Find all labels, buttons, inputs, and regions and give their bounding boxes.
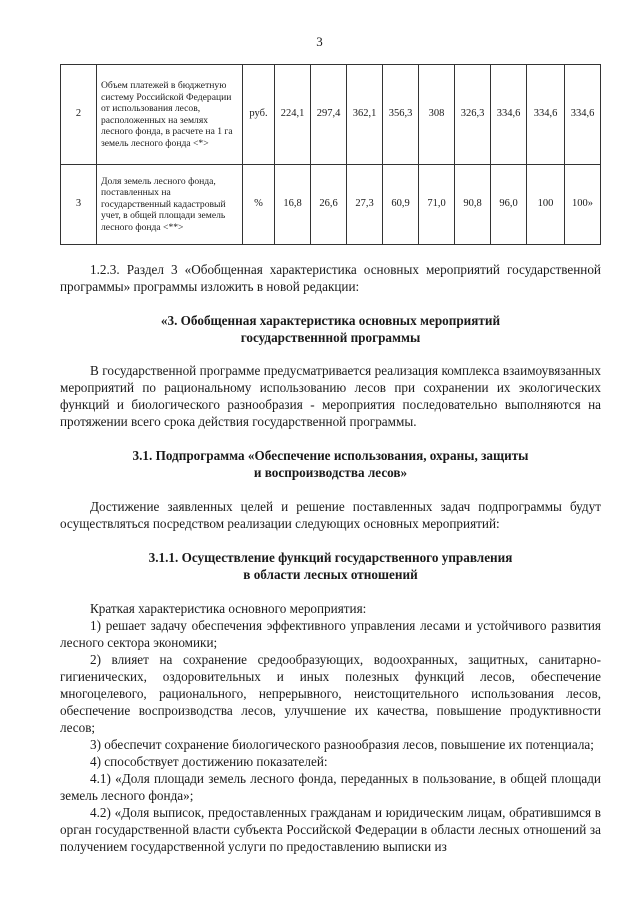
value-cell: 27,3 — [347, 165, 383, 245]
table-row — [61, 65, 601, 165]
subprogram-3-1-heading — [60, 447, 601, 481]
value-cell: 297,4 — [311, 65, 347, 165]
indicators-table — [60, 64, 601, 245]
value-cell: 326,3 — [455, 65, 491, 165]
activity-3-1-1-heading — [60, 549, 601, 583]
heading-line: в области лесных отношений — [243, 567, 418, 582]
row-number: 3 — [61, 165, 97, 245]
intro-paragraph: В государственной программе предусматривается реализация комплекса взаимоувязанных мероприятий по рациональному использованию лесов при сохранении их экологических функций и биологического разнообразия - мероприятия последовательно выполняются на протяжении всего срока действия государственной программы. — [60, 363, 601, 429]
row-number: 2 — [61, 65, 97, 165]
value-cell: 100» — [565, 165, 601, 245]
value-cell: 362,1 — [347, 65, 383, 165]
indicator-description: Доля земель лесного фонда, поставленных на государственный кадастровый учет, в общей площади земель лесного фонда <**> — [97, 165, 243, 245]
value-cell: 60,9 — [383, 165, 419, 245]
heading-line: 3.1.1. Осуществление функций государственного управления — [148, 550, 513, 565]
value-cell: 71,0 — [419, 165, 455, 245]
section-3-heading — [60, 312, 601, 346]
value-cell: 26,6 — [311, 165, 347, 245]
list-item: 4) способствует достижению показателей: — [90, 754, 328, 769]
unit-cell: % — [243, 165, 275, 245]
list-item: 3) обеспечит сохранение биологического разнообразия лесов, повышение их потенциала; — [90, 737, 594, 752]
value-cell: 100 — [527, 165, 565, 245]
brief-characteristic: Краткая характеристика основного мероприятия: — [90, 601, 367, 616]
heading-line: 3.1. Подпрограмма «Обеспечение использования, охраны, защиты — [132, 448, 529, 463]
list-item: 1) решает задачу обеспечения эффективного управления лесами и устойчивого развития лесного сектора экономики; — [60, 618, 601, 650]
value-cell: 334,6 — [565, 65, 601, 165]
page-number: 3 — [316, 34, 323, 49]
paragraph-1-2-3: 1.2.3. Раздел 3 «Обобщенная характеристика основных мероприятий государственной программы» программы изложить в новой редакции: — [60, 262, 601, 294]
value-cell: 308 — [419, 65, 455, 165]
value-cell: 96,0 — [491, 165, 527, 245]
list-item: 4.1) «Доля площади земель лесного фонда, переданных в пользование, в общей площади земель лесного фонда»; — [60, 771, 601, 803]
value-cell: 334,6 — [527, 65, 565, 165]
value-cell: 356,3 — [383, 65, 419, 165]
unit-cell: руб. — [243, 65, 275, 165]
heading-line: государственнной программы — [240, 330, 421, 345]
list-item: 2) влияет на сохранение средообразующих, водоохранных, защитных, санитарно-гигиенических, оздоровительных и иных полезных функций лесов, обеспечение многоцелевого, рационального, непрерывного, неистощительного использования лесов, обеспечение воспроизводства лесов, улучшение их качества, повышение продуктивности лесов; — [60, 652, 601, 735]
subprogram-paragraph: Достижение заявленных целей и решение поставленных задач подпрограммы будут осуществляться посредством реализации следующих основных мероприятий: — [60, 499, 601, 531]
heading-line: «3. Обобщенная характеристика основных мероприятий — [160, 313, 501, 328]
value-cell: 16,8 — [275, 165, 311, 245]
value-cell: 90,8 — [455, 165, 491, 245]
document-body — [60, 261, 601, 855]
indicator-description: Объем платежей в бюджетную систему Российской Федерации от использования лесов, расположенных на землях лесного фонда, в расчете на 1 га земель лесного фонда <*> — [97, 65, 243, 165]
list-item: 4.2) «Доля выписок, предоставленных гражданам и юридическим лицам, обратившимся в орган государственной власти субъекта Российской Федерации в области лесных отношений за получением государственной услуги по предоставлению выписки из — [60, 805, 601, 854]
value-cell: 334,6 — [491, 65, 527, 165]
heading-line: и воспроизводства лесов» — [253, 465, 408, 480]
value-cell: 224,1 — [275, 65, 311, 165]
table-row — [61, 165, 601, 245]
